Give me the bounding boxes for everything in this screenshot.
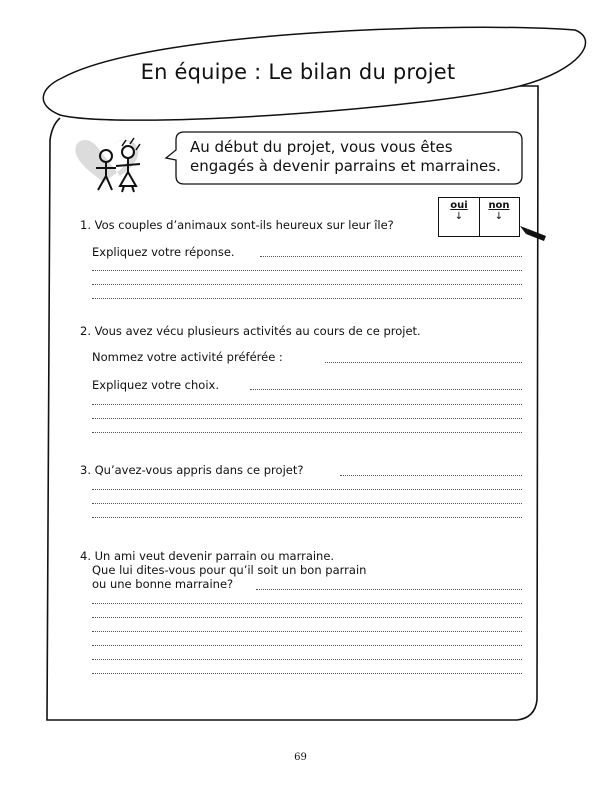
q2-answer-line[interactable]: [92, 418, 522, 419]
q1-answer-line[interactable]: [92, 270, 522, 271]
q4-answer-line[interactable]: [92, 603, 522, 604]
q2-answer-line[interactable]: [250, 389, 522, 390]
q4-answer-line[interactable]: [256, 589, 522, 590]
q4-answer-line[interactable]: [92, 631, 522, 632]
q1-explain-prompt: Expliquez votre réponse.: [92, 245, 235, 259]
question-3: 3. Qu’avez-vous appris dans ce projet?: [80, 463, 304, 477]
yes-label: oui: [450, 200, 468, 211]
q3-answer-line[interactable]: [92, 489, 522, 490]
q4-answer-line[interactable]: [92, 673, 522, 674]
speech-text: [190, 138, 520, 176]
question-2: 2. Vous avez vécu plusieurs activités au cours de ce projet.: [80, 324, 421, 338]
pencil-icon: [520, 226, 546, 241]
question-4-line-2: Que lui dites-vous pour qu’il soit un bon parrain: [92, 563, 367, 577]
q2-favorite-prompt: Nommez votre activité préférée :: [92, 350, 283, 364]
page-title: En équipe : Le bilan du projet: [140, 60, 456, 84]
question-4-line-1: 4. Un ami veut devenir parrain ou marraine.: [80, 549, 335, 563]
q4-answer-line[interactable]: [92, 659, 522, 660]
q4-answer-line[interactable]: [92, 645, 522, 646]
q2-favorite-line[interactable]: [325, 362, 522, 363]
no-arrow-icon: ↓: [494, 211, 504, 222]
q4-answer-line[interactable]: [92, 617, 522, 618]
q3-answer-line[interactable]: [92, 503, 522, 504]
q1-answer-line[interactable]: [92, 298, 522, 299]
q2-explain-prompt: Expliquez votre choix.: [92, 378, 219, 392]
question-1: 1. Vos couples d’animaux sont-ils heureux sur leur île?: [80, 218, 394, 232]
q3-answer-line[interactable]: [340, 475, 522, 476]
q1-answer-line[interactable]: [260, 256, 522, 257]
no-label: non: [488, 200, 510, 211]
q3-answer-line[interactable]: [92, 517, 522, 518]
q2-answer-line[interactable]: [92, 404, 522, 405]
page-number: 69: [294, 752, 307, 763]
question-4-line-3: ou une bonne marraine?: [92, 577, 234, 591]
speech-line-1: Au début du projet, vous vous êtes: [190, 138, 453, 156]
speech-line-2: engagés à devenir parrains et marraines.: [190, 157, 501, 175]
q1-answer-line[interactable]: [92, 284, 522, 285]
yes-arrow-icon: ↓: [454, 211, 464, 222]
yes-no-box[interactable]: [438, 197, 520, 237]
q2-answer-line[interactable]: [92, 432, 522, 433]
